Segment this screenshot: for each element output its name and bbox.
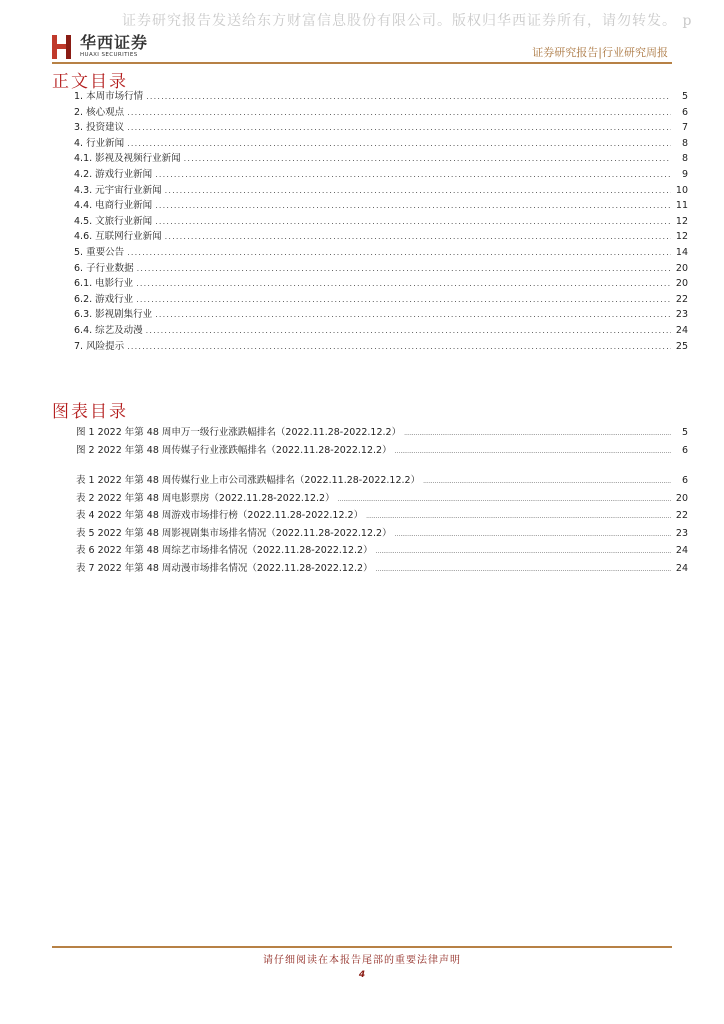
toc-leader-dots [136,295,671,304]
toc-entry-label: 表 7 2022 年第 48 周动漫市场排名情况（2022.11.28-2022.12.2） [76,562,373,574]
toc-leader-dots [146,92,671,101]
toc-entry[interactable] [74,322,688,338]
toc-entry-page: 8 [681,153,688,165]
toc-entry[interactable] [74,213,688,229]
toc-entry[interactable] [74,291,688,307]
toc-leader-dots [146,326,671,335]
toc-leader-dots [423,478,671,485]
toc-entry-label: 表 6 2022 年第 48 周综艺市场排名情况（2022.11.28-2022.12.2） [76,545,373,556]
toc-entry[interactable] [74,197,688,213]
toc-entry-label: 图 1 2022 年第 48 周申万一级行业涨跌幅排名（2022.11.28-2022.12.2） [76,427,402,438]
toc-entry-label: 4.5. 文旅行业新闻 [74,215,153,227]
toc-entry-page: 24 [675,545,688,556]
footer-divider [52,946,672,948]
toc-entry[interactable] [74,306,688,322]
toc-entry-label: 2. 核心观点 [74,106,125,118]
toc-leader-dots [127,108,671,117]
toc-entry[interactable] [74,260,688,276]
report-type-label: 证券研究报告|行业研究周报 [532,46,668,59]
toc-entry-page: 6 [681,444,688,456]
table-of-contents [74,88,688,353]
toc-leader-dots [155,201,671,210]
toc-entry-page: 24 [675,562,688,574]
toc-leader-dots [395,448,671,455]
toc-leader-dots [127,248,671,257]
toc-entry-label: 4.6. 互联网行业新闻 [74,231,162,243]
toc-entry-label: 1. 本周市场行情 [74,91,144,102]
toc-leader-dots [127,123,671,132]
toc-entry-label: 4.1. 影视及视频行业新闻 [74,153,181,165]
toc-entry[interactable] [74,166,688,182]
toc-entry-page: 24 [675,324,688,336]
toc-entry-page: 23 [675,309,688,321]
toc-entry-label: 6. 子行业数据 [74,262,134,274]
toc-entry[interactable] [74,275,688,291]
page-number: 4 [358,970,366,980]
toc-entry-page: 6 [681,475,688,486]
toc-entry-page: 14 [675,246,688,258]
toc-entry-page: 23 [675,527,688,539]
toc-entry[interactable] [76,472,688,490]
toc-entry-page: 20 [675,262,688,274]
toc-entry-page: 6 [681,106,688,118]
toc-entry-page: 20 [675,492,688,504]
logo-chinese-name: 华西证券 [80,33,149,53]
toc-entry[interactable] [74,119,688,135]
toc-entry-label: 4.2. 游戏行业新闻 [74,168,153,180]
toc-entry-page: 25 [675,340,688,352]
toc-entry-page: 11 [675,200,688,212]
toc-entry-label: 6.3. 影视剧集行业 [74,309,153,321]
toc-leader-dots [155,170,671,179]
toc-entry[interactable] [74,182,688,198]
company-logo [52,35,148,59]
toc-entry-page: 7 [681,122,688,134]
toc-entry[interactable] [74,244,688,260]
toc-title: 正文目录 [52,72,128,92]
toc-leader-dots [137,264,671,273]
toc-entry-page: 22 [675,510,688,521]
toc-leader-dots [404,430,671,437]
toc-entry-label: 6.1. 电影行业 [74,278,134,290]
header-divider [52,62,672,64]
toc-entry-page: 12 [675,215,688,227]
toc-leader-dots [338,496,671,503]
toc-entry[interactable] [76,490,688,508]
toc-entry-label: 5. 重要公告 [74,246,125,258]
toc-leader-dots [136,279,671,288]
toc-entry-label: 4.4. 电商行业新闻 [74,200,153,212]
toc-entry-label: 表 5 2022 年第 48 周影视剧集市场排名情况（2022.11.28-2022.12.2） [76,527,392,539]
toc-entry-label: 3. 投资建议 [74,122,125,134]
toc-entry-page: 22 [675,293,688,305]
toc-entry-page: 10 [675,184,688,196]
figures-title: 图表目录 [52,402,128,422]
toc-entry-label: 4. 行业新闻 [74,137,125,149]
toc-leader-dots [155,310,671,319]
toc-entry[interactable] [76,525,688,543]
toc-entry[interactable] [76,442,688,460]
toc-entry-label: 7. 风险提示 [74,340,125,352]
logo-english-name: HUAXI SECURITIES [80,52,138,59]
toc-entry-page: 12 [675,231,688,243]
toc-entry[interactable] [74,88,688,104]
toc-entry-page: 5 [681,91,688,102]
toc-entry[interactable] [74,135,688,151]
toc-entry-page: 5 [681,427,688,438]
watermark-text: 证券研究报告发送给东方财富信息股份有限公司。版权归华西证券所有，请勿转发。 p [122,13,693,29]
toc-entry-page: 8 [681,137,688,149]
figures-list [76,424,688,577]
huaxi-logo-icon [52,35,74,59]
toc-entry[interactable] [74,228,688,244]
toc-entry[interactable] [74,338,688,354]
toc-entry[interactable] [74,150,688,166]
toc-entry[interactable] [76,507,688,525]
toc-leader-dots [395,531,671,538]
legal-disclaimer: 请仔细阅读在本报告尾部的重要法律声明 [263,955,461,966]
toc-entry-page: 9 [681,168,688,180]
toc-leader-dots [127,139,671,148]
toc-leader-dots [155,217,671,226]
toc-leader-dots [366,513,671,520]
toc-entry-label: 图 2 2022 年第 48 周传媒子行业涨跌幅排名（2022.11.28-2022.12.2） [76,444,392,456]
toc-leader-dots [376,548,671,555]
toc-entry-label: 4.3. 元宇宙行业新闻 [74,184,162,196]
toc-entry[interactable] [76,424,688,442]
toc-entry-label: 表 1 2022 年第 48 周传媒行业上市公司涨跌幅排名（2022.11.28-2022.12.2） [76,475,421,486]
toc-entry[interactable] [74,104,688,120]
toc-entry-label: 表 4 2022 年第 48 周游戏市场排行榜（2022.11.28-2022.12.2） [76,510,364,521]
toc-leader-dots [184,154,671,163]
toc-entry-label: 表 2 2022 年第 48 周电影票房（2022.11.28-2022.12.2） [76,492,335,504]
toc-entry[interactable] [76,560,688,578]
toc-entry-page: 20 [675,278,688,290]
toc-entry-label: 6.2. 游戏行业 [74,293,134,305]
toc-leader-dots [127,342,671,351]
toc-leader-dots [165,186,671,195]
toc-leader-dots [165,232,671,241]
toc-entry[interactable] [76,542,688,560]
toc-entry-label: 6.4. 综艺及动漫 [74,324,143,336]
toc-leader-dots [376,566,671,573]
